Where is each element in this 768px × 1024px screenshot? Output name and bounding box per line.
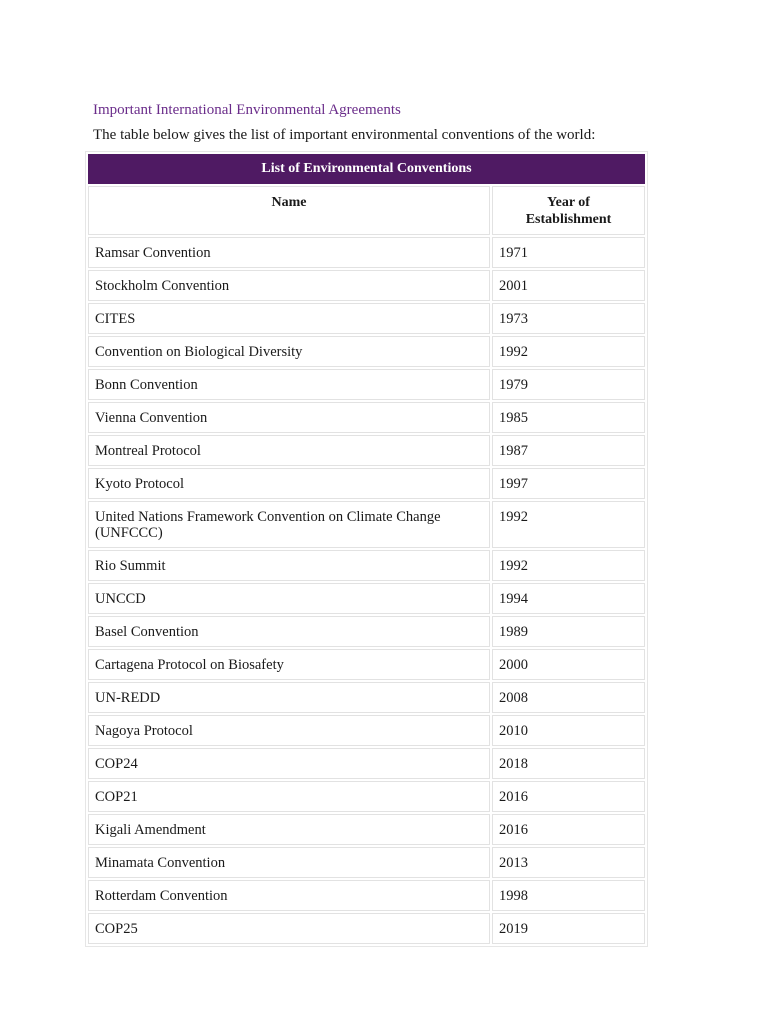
convention-name-cell — [88, 649, 490, 680]
convention-name: COP21 — [95, 789, 138, 805]
convention-year: 1987 — [492, 435, 645, 466]
convention-name-cell — [88, 501, 490, 548]
convention-name: Kyoto Protocol — [95, 476, 185, 492]
convention-name-cell — [88, 847, 490, 878]
convention-name: Rotterdam Convention — [95, 888, 228, 904]
convention-year: 2018 — [492, 748, 645, 779]
convention-year: 2016 — [492, 814, 645, 845]
convention-name: COP25 — [95, 921, 138, 937]
convention-name: Convention on Biological Diversity — [95, 344, 303, 360]
convention-name-line2: (UNFCCC) — [95, 525, 163, 541]
convention-name-cell — [88, 402, 490, 433]
table-row — [88, 501, 645, 548]
convention-name-cell — [88, 303, 490, 334]
convention-year: 2019 — [492, 913, 645, 944]
table-row — [88, 649, 645, 680]
convention-name: CITES — [95, 311, 136, 327]
table-row — [88, 583, 645, 614]
convention-year: 1979 — [492, 369, 645, 400]
convention-name: Stockholm Convention — [95, 278, 230, 294]
table-row — [88, 616, 645, 647]
convention-name: Kigali Amendment — [95, 822, 206, 838]
intro-text: The table below gives the list of important environmental conventions of the world: — [93, 127, 596, 143]
table-row — [88, 369, 645, 400]
table-row — [88, 550, 645, 581]
table-caption: List of Environmental Conventions — [88, 154, 645, 184]
column-header-year — [492, 186, 645, 235]
convention-year: 2013 — [492, 847, 645, 878]
table-row — [88, 847, 645, 878]
table-row — [88, 880, 645, 911]
convention-name: Nagoya Protocol — [95, 723, 193, 739]
convention-year: 1971 — [492, 237, 645, 268]
table-caption-row — [88, 154, 645, 184]
convention-name-cell — [88, 682, 490, 713]
table-row — [88, 682, 645, 713]
convention-name: UN-REDD — [95, 690, 161, 706]
convention-name-cell — [88, 336, 490, 367]
convention-year: 1992 — [492, 501, 645, 548]
convention-name-cell — [88, 913, 490, 944]
table-row — [88, 913, 645, 944]
convention-name: Minamata Convention — [95, 855, 226, 871]
convention-name-cell — [88, 616, 490, 647]
convention-name-cell — [88, 781, 490, 812]
convention-name-cell — [88, 468, 490, 499]
convention-year: 2010 — [492, 715, 645, 746]
convention-name-cell — [88, 369, 490, 400]
convention-name: Cartagena Protocol on Biosafety — [95, 657, 284, 673]
convention-name: UNCCD — [95, 591, 146, 607]
convention-name: United Nations Framework Convention on Climate Change — [95, 509, 441, 525]
convention-year: 1997 — [492, 468, 645, 499]
convention-name: Rio Summit — [95, 558, 166, 574]
convention-year: 2016 — [492, 781, 645, 812]
convention-year: 2000 — [492, 649, 645, 680]
conventions-table-container — [85, 151, 646, 947]
convention-year: 1973 — [492, 303, 645, 334]
table-row — [88, 781, 645, 812]
table-row — [88, 402, 645, 433]
convention-year: 1992 — [492, 550, 645, 581]
convention-name: COP24 — [95, 756, 138, 772]
convention-year: 1994 — [492, 583, 645, 614]
convention-year: 1989 — [492, 616, 645, 647]
table-row — [88, 748, 645, 779]
table-body — [88, 237, 645, 944]
table-row — [88, 237, 645, 268]
convention-name-cell — [88, 583, 490, 614]
convention-name-cell — [88, 814, 490, 845]
table-row — [88, 715, 645, 746]
table-row — [88, 336, 645, 367]
convention-name-cell — [88, 270, 490, 301]
convention-year: 1992 — [492, 336, 645, 367]
convention-name-cell — [88, 435, 490, 466]
table-row — [88, 468, 645, 499]
conventions-table — [85, 151, 648, 947]
column-header-year-line1: Year of — [547, 195, 590, 210]
column-header-year-line2: Establishment — [525, 212, 612, 227]
convention-name: Ramsar Convention — [95, 245, 211, 261]
convention-name: Bonn Convention — [95, 377, 198, 393]
page-heading: Important International Environmental Agreements — [93, 102, 401, 118]
table-row — [88, 303, 645, 334]
table-row — [88, 814, 645, 845]
convention-name: Vienna Convention — [95, 410, 208, 426]
convention-name-cell — [88, 715, 490, 746]
convention-name-cell — [88, 237, 490, 268]
convention-name-cell — [88, 748, 490, 779]
convention-name: Montreal Protocol — [95, 443, 201, 459]
convention-year: 1985 — [492, 402, 645, 433]
convention-year: 1998 — [492, 880, 645, 911]
convention-year: 2008 — [492, 682, 645, 713]
convention-name: Basel Convention — [95, 624, 199, 640]
table-row — [88, 435, 645, 466]
convention-name-cell — [88, 550, 490, 581]
table-row — [88, 270, 645, 301]
column-header-name-label: Name — [271, 195, 307, 210]
convention-year: 2001 — [492, 270, 645, 301]
table-header-row — [88, 186, 645, 235]
column-header-name — [88, 186, 490, 235]
convention-name-cell — [88, 880, 490, 911]
